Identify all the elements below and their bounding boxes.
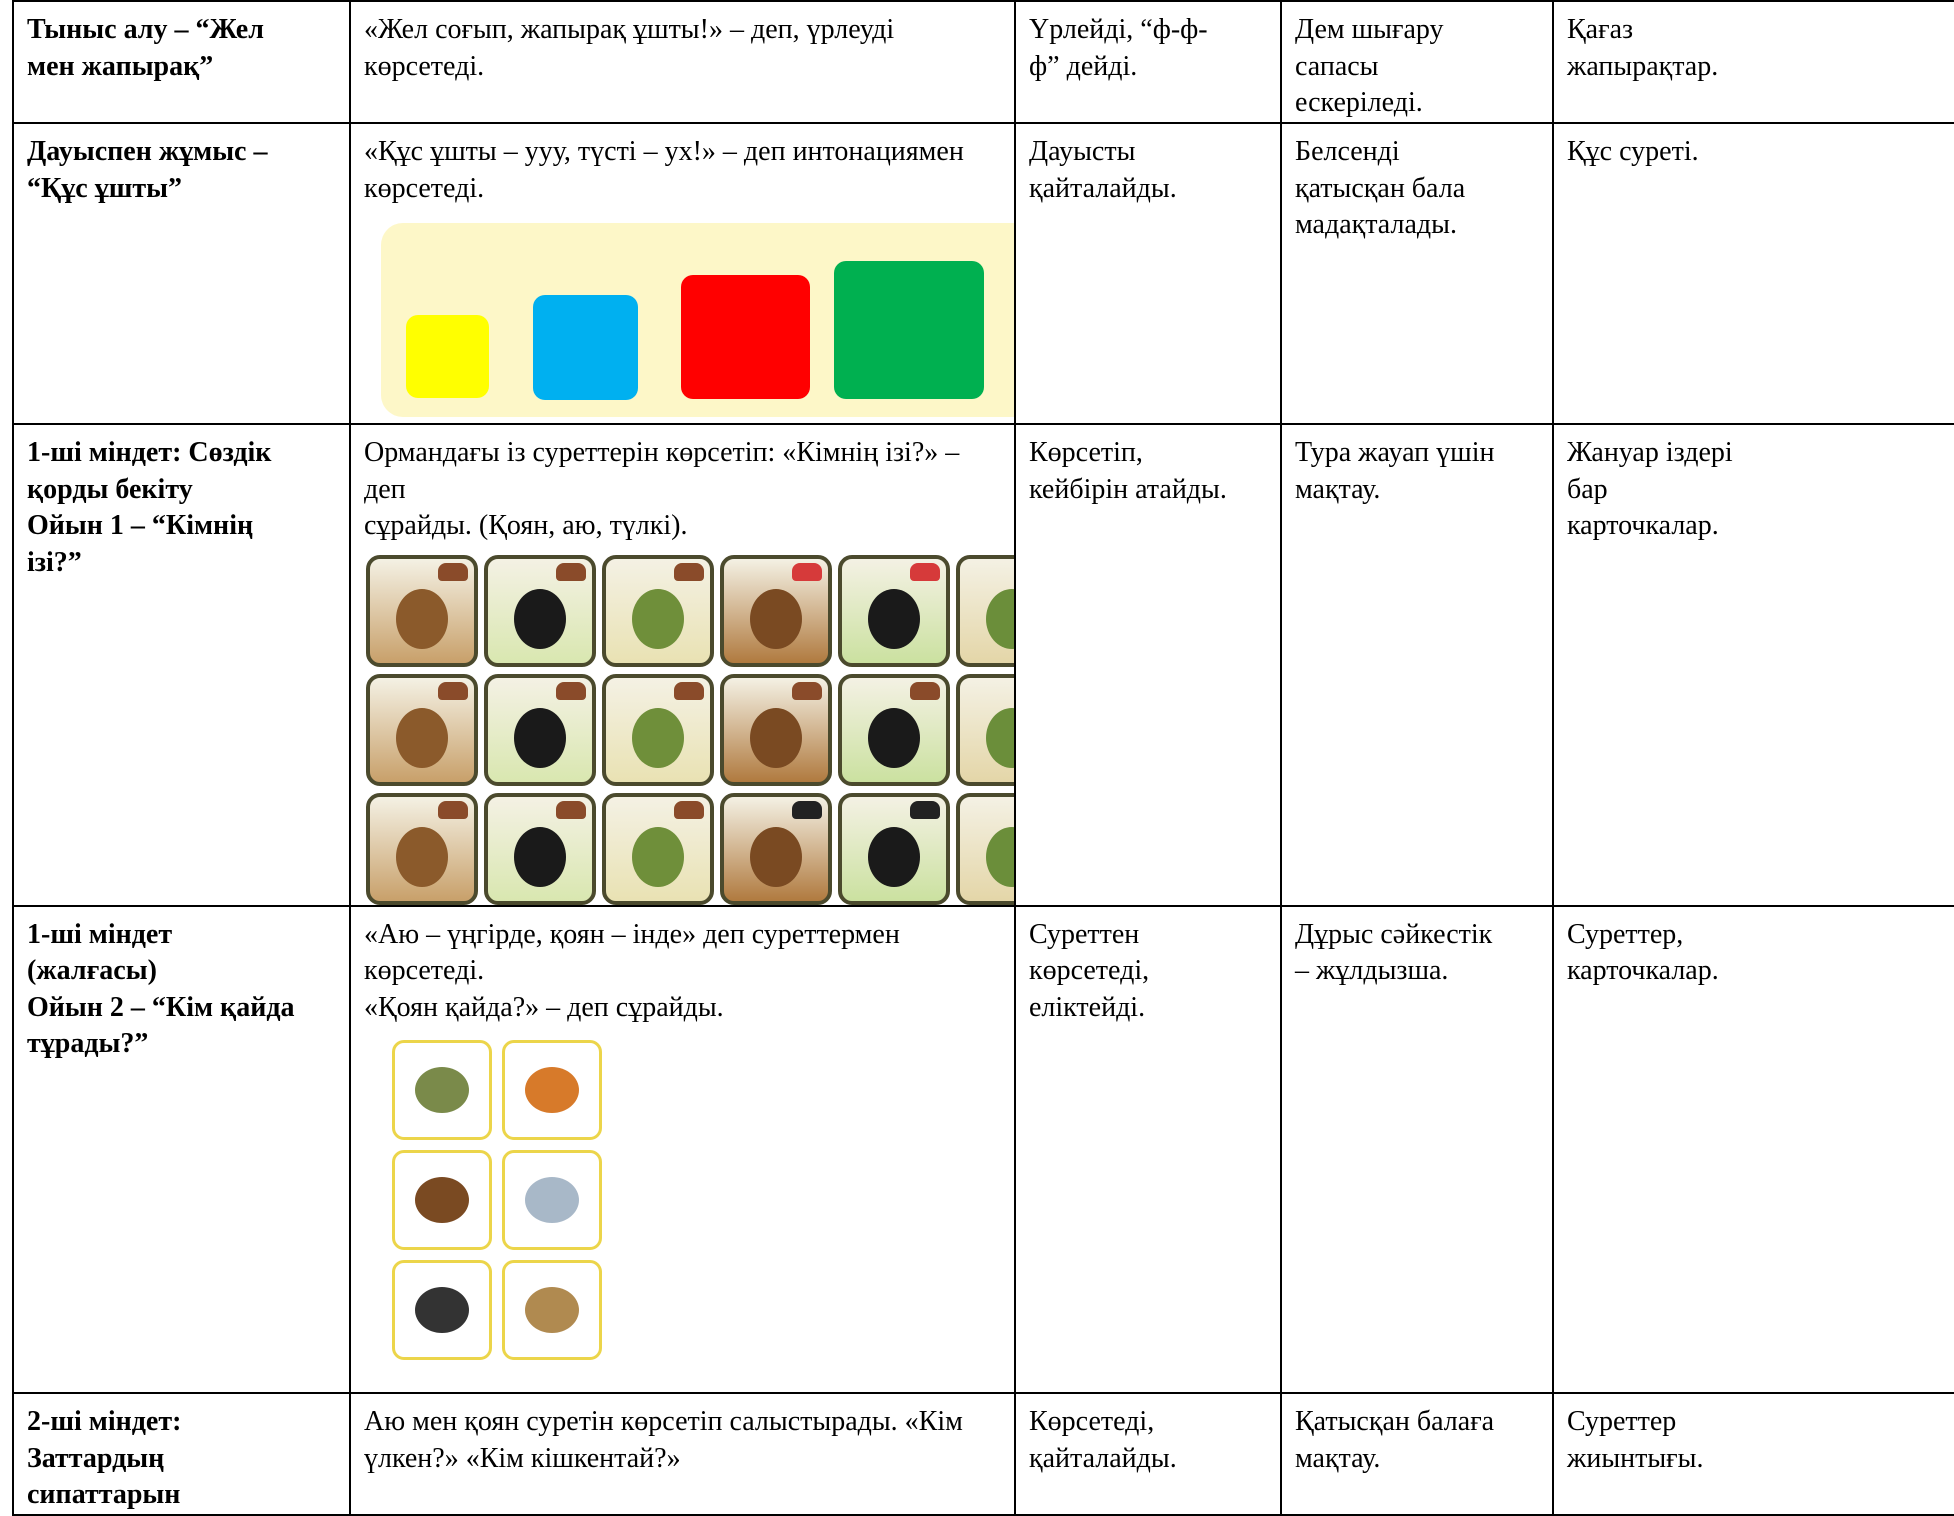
yellow-square-icon (406, 315, 489, 398)
badge-icon (910, 563, 940, 581)
activity-title-cell (13, 1393, 350, 1515)
blue-square-icon (533, 295, 638, 400)
resources-line: карточкалар. (1567, 510, 1719, 541)
badge-icon (792, 801, 822, 819)
resources-cell (1553, 424, 1954, 906)
fox-icon (502, 1040, 602, 1140)
title-line: мен жапырақ” (27, 50, 214, 82)
title-line: “Құс ұшты” (27, 172, 182, 204)
illustration-shape (986, 708, 1015, 768)
teacher-line: «Аю – үңгірде, қоян – інде» деп суреттермен көрсетеді. (364, 918, 900, 986)
illustration-shape (868, 827, 920, 887)
title-line: Ойын 1 – “Кімнің (27, 510, 254, 541)
illustration-shape (750, 708, 802, 768)
deer-icon (366, 555, 478, 667)
illustration-shape (632, 589, 684, 649)
resources-cell (1553, 123, 1954, 424)
habitat-cards-grid (382, 1038, 638, 1392)
illustration-shape (632, 827, 684, 887)
teacher-line: «Құс ұшты – ууу, түсті – ух!» – деп интонациямен (364, 136, 964, 167)
illustration-shape (415, 1287, 469, 1333)
lesson-plan-table (12, 0, 1954, 1516)
illustration-shape (514, 589, 566, 649)
title-line: (жалғасы) (27, 955, 157, 986)
deer-food-icon (602, 555, 714, 667)
badge-icon (910, 682, 940, 700)
deer-forest-icon (956, 555, 1015, 667)
resources-cell (1553, 1, 1954, 123)
title-line: қорды бекіту (27, 473, 193, 505)
illustration-shape (986, 827, 1015, 887)
child-line: Суреттен (1029, 918, 1140, 950)
resources-cell (1553, 906, 1954, 1394)
bear-track-icon (838, 555, 950, 667)
child-line: кейбірін атайды. (1029, 473, 1227, 505)
squirrel-icon (366, 793, 478, 905)
child-line: қайталайды. (1029, 172, 1177, 204)
title-line: 2-ші міндет: (27, 1406, 182, 1437)
color-squares-panel (381, 223, 1015, 417)
illustration-shape (750, 827, 802, 887)
title-line: Ойын 2 – “Кім қайда (27, 991, 295, 1023)
resources-line: карточкалар. (1567, 955, 1719, 986)
mouse-icon (720, 674, 832, 786)
teacher-line: көрсетеді. (364, 172, 485, 204)
assessment-cell (1281, 1393, 1553, 1515)
resources-line: жапырақтар. (1567, 50, 1719, 82)
child-action-cell (1015, 906, 1281, 1394)
animal-tracks-grid (366, 555, 1015, 905)
burrow-icon (392, 1040, 492, 1140)
title-line: 1-ші міндет: Сөздік (27, 437, 272, 468)
activity-title-cell (13, 906, 350, 1394)
red-square-icon (681, 275, 810, 399)
badge-icon (674, 563, 704, 581)
title-line: 1-ші міндет (27, 918, 173, 950)
badge-icon (438, 801, 468, 819)
child-line: қайталайды. (1029, 1442, 1177, 1474)
groundhog-icon (366, 674, 478, 786)
groundhog-food-icon (602, 674, 714, 786)
bat-silhouette-icon (838, 793, 950, 905)
table-row (13, 424, 1954, 906)
title-line: ізі?” (27, 546, 82, 578)
badge-icon (556, 682, 586, 700)
resources-line: жиынтығы. (1567, 1442, 1704, 1474)
badge-icon (556, 801, 586, 819)
child-line: еліктейді. (1029, 991, 1146, 1023)
assessment-line: ескеріледі. (1295, 87, 1423, 118)
child-action-cell (1015, 1393, 1281, 1515)
assessment-cell (1281, 1, 1553, 123)
beetle-icon (956, 793, 1015, 905)
resources-cell (1553, 1393, 1954, 1515)
badge-icon (910, 801, 940, 819)
illustration-shape (514, 827, 566, 887)
title-line: сипаттарын (27, 1479, 181, 1510)
magpie-icon (392, 1260, 492, 1360)
teacher-line: Аю мен қоян суретін көрсетіп салыстырады. «Кім (364, 1406, 963, 1437)
badge-icon (674, 801, 704, 819)
assessment-line: мақтау. (1295, 1442, 1381, 1474)
teacher-line: сұрайды. (Қоян, аю, түлкі). (364, 510, 688, 541)
assessment-line: Қатысқан балаға (1295, 1406, 1495, 1437)
assessment-line: Белсенді (1295, 136, 1400, 167)
illustration-shape (415, 1067, 469, 1113)
teacher-action-cell (350, 424, 1015, 906)
assessment-cell (1281, 123, 1553, 424)
teacher-line: Ормандағы із суреттерін көрсетіп: «Кімнің ізі?» – деп (364, 437, 960, 505)
child-action-cell (1015, 1, 1281, 123)
assessment-line: Дем шығару (1295, 14, 1444, 45)
teacher-action-cell (350, 1, 1015, 123)
resources-line: Суреттер, (1567, 918, 1684, 950)
bat-icon (720, 793, 832, 905)
table-row (13, 1393, 1954, 1515)
mouse-food-icon (956, 674, 1015, 786)
table-row (13, 123, 1954, 424)
teacher-action-cell (350, 123, 1015, 424)
activity-title-cell (13, 1, 350, 123)
illustration-shape (868, 589, 920, 649)
den-icon (502, 1150, 602, 1250)
assessment-line: сапасы (1295, 50, 1379, 82)
illustration-shape (632, 708, 684, 768)
title-line: Дауыспен жұмыс – (27, 136, 268, 167)
illustration-shape (525, 1287, 579, 1333)
badge-icon (792, 563, 822, 581)
child-line: ф” дейді. (1029, 50, 1138, 82)
illustration-shape (415, 1177, 469, 1223)
teacher-line: «Жел соғып, жапырақ ұшты!» – деп, үрлеуді көрсетеді. (364, 14, 895, 82)
child-line: Дауысты (1029, 136, 1136, 167)
teacher-action-cell (350, 906, 1015, 1394)
activity-title-cell (13, 424, 350, 906)
assessment-line: мақтау. (1295, 473, 1381, 505)
title-line: тұрады?” (27, 1028, 149, 1059)
badge-icon (438, 563, 468, 581)
badge-icon (438, 682, 468, 700)
squirrel-track-icon (484, 793, 596, 905)
illustration-shape (396, 827, 448, 887)
child-line: Көрсетеді, (1029, 1406, 1155, 1437)
illustration-shape (525, 1067, 579, 1113)
nest-icon (502, 1260, 602, 1360)
mouse-track-icon (838, 674, 950, 786)
resources-line: Қағаз (1567, 14, 1634, 45)
illustration-shape (525, 1177, 579, 1223)
assessment-line: – жұлдызша. (1295, 955, 1449, 986)
illustration-shape (514, 708, 566, 768)
assessment-line: мадақталады. (1295, 209, 1457, 240)
teacher-line: «Қоян қайда?» – деп сұрайды. (364, 991, 724, 1023)
child-action-cell (1015, 424, 1281, 906)
illustration-shape (750, 589, 802, 649)
illustration-shape (986, 589, 1015, 649)
child-line: Үрлейді, “ф-ф- (1029, 14, 1208, 45)
assessment-line: Дұрыс сәйкестік (1295, 918, 1493, 950)
bear-icon (392, 1150, 492, 1250)
table-row (13, 906, 1954, 1394)
resources-line: Суреттер (1567, 1406, 1677, 1437)
child-line: Көрсетіп, (1029, 437, 1143, 468)
resources-line: Құс суреті. (1567, 136, 1699, 167)
illustration-shape (396, 708, 448, 768)
deer-track-icon (484, 555, 596, 667)
assessment-line: қатысқан бала (1295, 172, 1466, 204)
resources-line: бар (1567, 473, 1608, 505)
badge-icon (792, 682, 822, 700)
child-line: көрсетеді, (1029, 955, 1150, 986)
child-action-cell (1015, 123, 1281, 424)
title-line: Тыныс алу – “Жел (27, 14, 264, 45)
teacher-line: үлкен?» «Кім кішкентай?» (364, 1442, 681, 1474)
resources-line: Жануар іздері (1567, 437, 1733, 468)
pine-cone-icon (602, 793, 714, 905)
badge-icon (674, 682, 704, 700)
assessment-line: Тура жауап үшін (1295, 437, 1495, 468)
green-square-icon (834, 261, 984, 399)
teacher-action-cell (350, 1393, 1015, 1515)
title-line: Заттардың (27, 1442, 165, 1474)
table-row (13, 1, 1954, 123)
assessment-cell (1281, 424, 1553, 906)
badge-icon (556, 563, 586, 581)
illustration-shape (396, 589, 448, 649)
illustration-shape (868, 708, 920, 768)
groundhog-track-icon (484, 674, 596, 786)
assessment-cell (1281, 906, 1553, 1394)
bear-icon (720, 555, 832, 667)
activity-title-cell (13, 123, 350, 424)
